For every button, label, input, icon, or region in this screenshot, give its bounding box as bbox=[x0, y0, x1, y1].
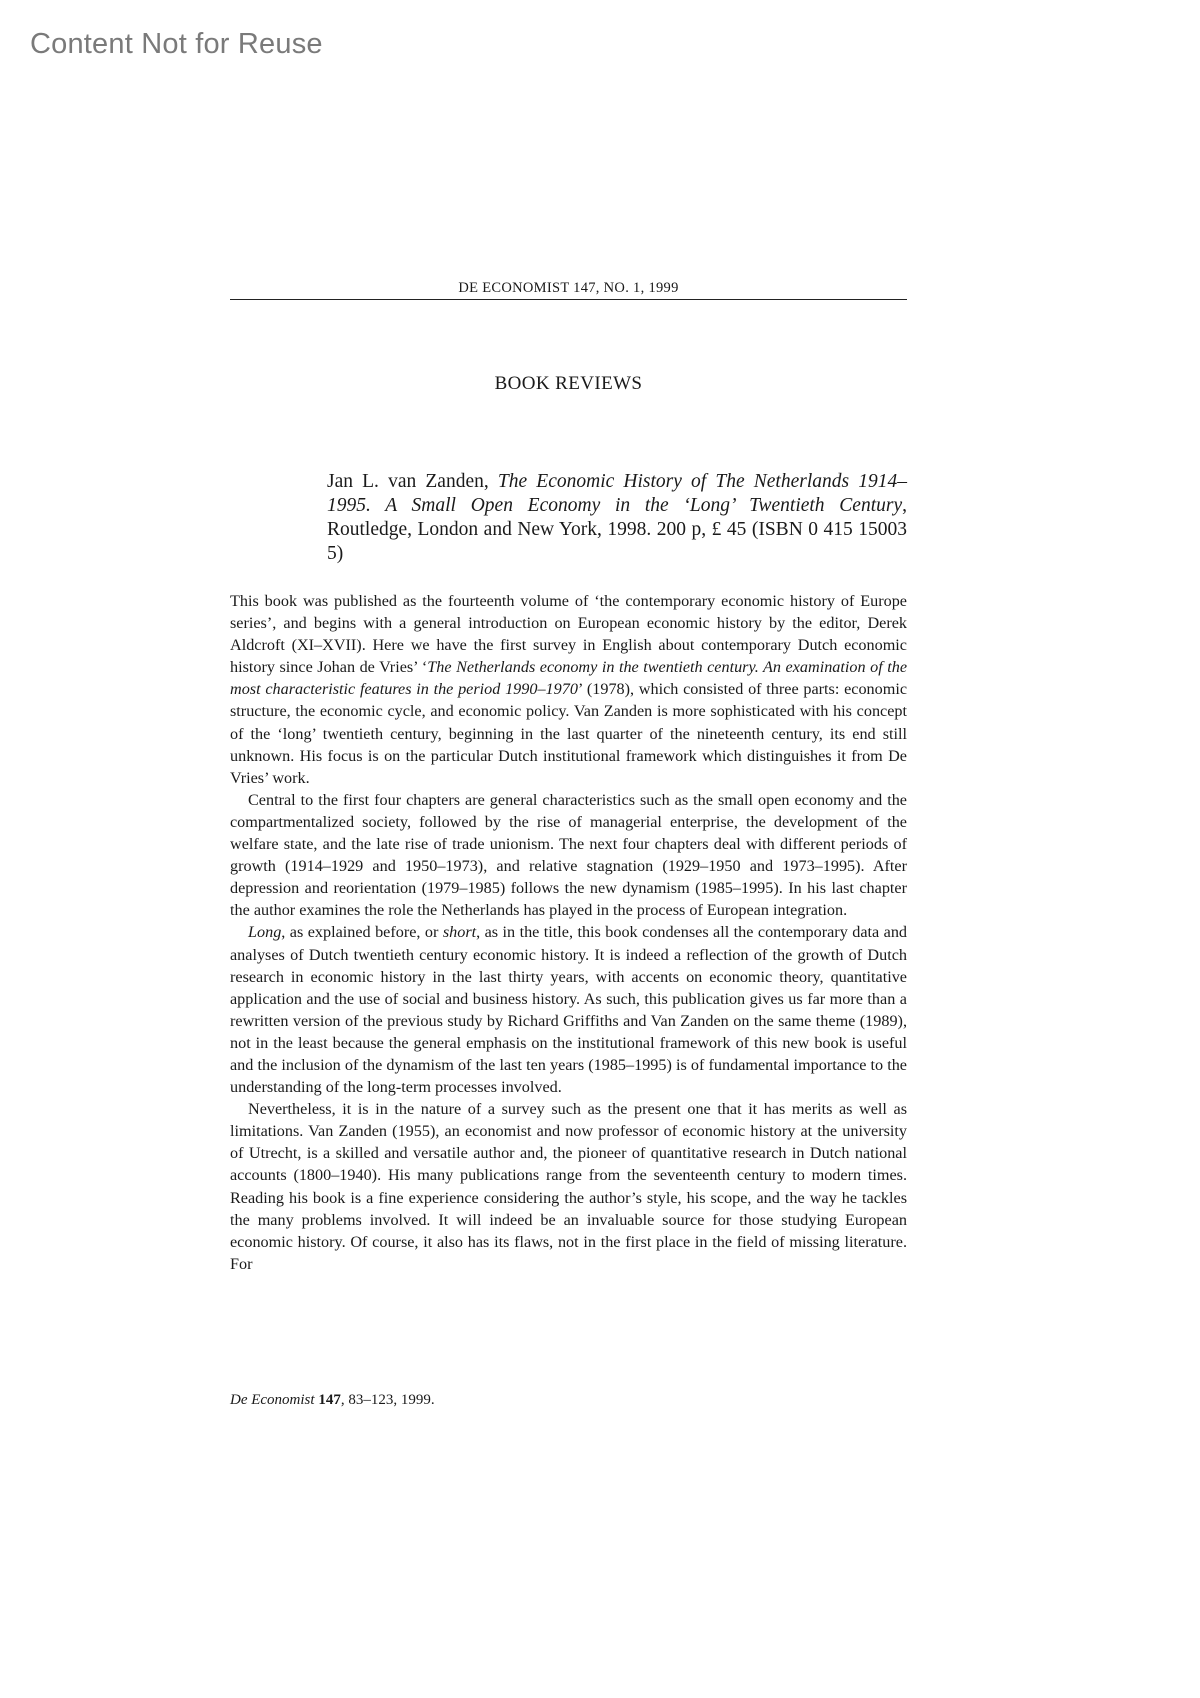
paragraph-1-text-a: This book was published as the fourteenth volume of ‘the contemporary economic history of Europe series’, and begins with a general introduction on European economic history by the editor, Derek Aldcroft (XI–XVII). Here we have the first survey in English about contemporary Dutch economic history since Johan de Vries’ ‘ bbox=[230, 592, 907, 677]
footer-pages: , 83–123, 1999. bbox=[340, 1392, 435, 1408]
paragraph-1-text-c: ’ (1978), which consisted of three parts: economic structure, the economic cycle, and economic policy. Van Zanden is more sophisticated with his concept of the ‘long’ twentieth century, beginning in the last quarter of the nineteenth century, its end still unknown. His focus is on the particular Dutch institutional framework which distinguishes it from De Vries’ work. bbox=[230, 680, 908, 787]
citation-title: The Economic History of The Netherlands 1914–1995. A Small Open Economy in the ‘Long’ Twentieth Century bbox=[327, 471, 907, 516]
running-head: DE ECONOMIST 147, NO. 1, 1999 bbox=[230, 280, 907, 300]
paragraph-3 bbox=[230, 921, 907, 1098]
review-body bbox=[230, 590, 907, 1275]
section-title: BOOK REVIEWS bbox=[494, 373, 643, 394]
citation-author: Jan L. van Zanden, bbox=[327, 471, 498, 492]
citation-details: , Routledge, London and New York, 1998. 200 p, £ 45 (ISBN 0 415 15003 5) bbox=[327, 495, 907, 564]
footer-journal: De Economist bbox=[230, 1392, 315, 1408]
paragraph-1 bbox=[230, 590, 907, 789]
paragraph-4: Nevertheless, it is in the nature of a survey such as the present one that it has merits as well as limitations. Van Zanden (1955), an economist and now professor of economic history at the university of Utrecht, is a skilled and versatile author and, the pioneer of quantitative research in Dutch national accounts (1800–1940). His many publications range from the seventeenth century to modern times. Reading his book is a fine experience considering the author’s style, his scope, and the way he tackles the many problems involved. It will indeed be an invaluable source for those studying European economic history. Of course, it also has its flaws, not in the first place in the field of missing literature. For bbox=[230, 1100, 907, 1273]
paragraph-3-text-b: , as explained before, or bbox=[281, 923, 443, 942]
footer-volume: 147 bbox=[318, 1392, 341, 1408]
paragraph-1-cited-title: The Netherlands economy in the twentieth century. An examination of the most characteristic features in the period 1990–1970 bbox=[230, 658, 907, 699]
footer-citation bbox=[230, 1392, 435, 1409]
book-citation bbox=[327, 470, 907, 566]
paragraph-3-short: short bbox=[442, 923, 477, 942]
paragraph-3-text-d: , as in the title, this book condenses all the contemporary data and analyses of Dutch twentieth century economic history. It is indeed a reflection of the growth of Dutch research in economic history in the last thirty years, with accents on economic theory, quantitative application and the use of social and business history. As such, this publication gives us far more than a rewritten version of the previous study by Richard Griffiths and Van Zanden on the same theme (1989), not in the least because the general emphasis on the institutional framework of this new book is useful and the inclusion of the dynamism of the last ten years (1985–1995) is of fundamental importance to the understanding of the long-term processes involved. bbox=[230, 923, 908, 1097]
watermark-text: Content Not for Reuse bbox=[30, 28, 323, 60]
paragraph-2: Central to the first four chapters are general characteristics such as the small open economy and the compartmentalized society, followed by the rise of managerial enterprise, the development of the welfare state, and the late rise of trade unionism. The next four chapters deal with different periods of growth (1914–1929 and 1950–1973), and relative stagnation (1929–1950 and 1973–1995). After depression and reorientation (1979–1985) follows the new dynamism (1985–1995). In his last chapter the author examines the role the Netherlands has played in the process of European integration. bbox=[230, 790, 907, 920]
paragraph-3-long: Long bbox=[248, 923, 282, 942]
